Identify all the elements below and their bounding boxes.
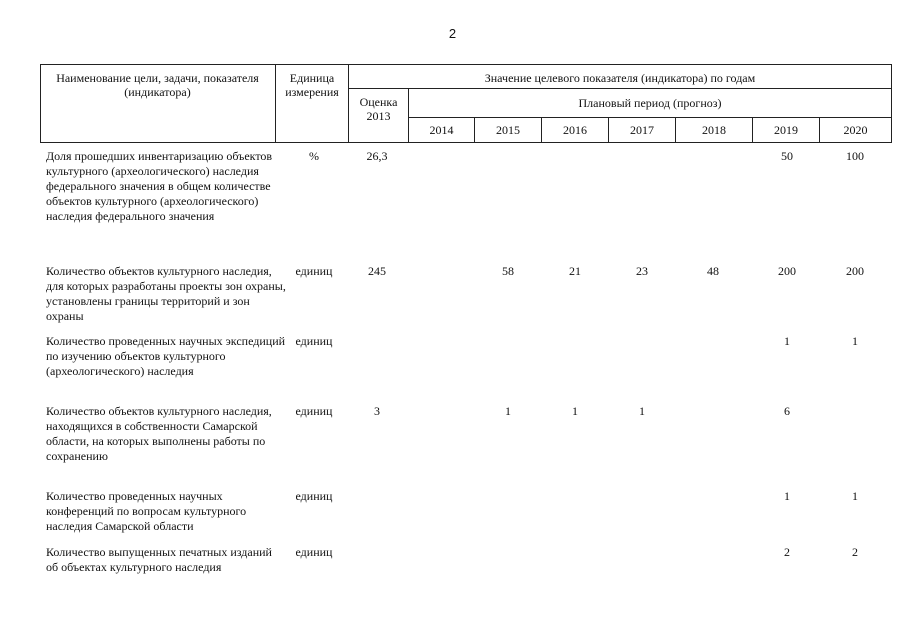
header-year: 2018 [702, 123, 726, 137]
indicator-unit: единиц [295, 334, 333, 348]
value-2019: 200 [778, 264, 796, 278]
header-year: 2014 [429, 123, 454, 137]
value-2019: 2 [784, 545, 790, 559]
header-divider [408, 117, 892, 118]
value-2016: 1 [572, 404, 578, 418]
page-number: 2 [448, 26, 457, 41]
header-year: 2015 [496, 123, 520, 137]
indicator-name: Количество проведенных научных экспедиций по изучению объектов культурного (археологического) наследия [46, 334, 286, 378]
indicator-name: Количество объектов культурного наследия, находящихся в собственности Самарской области, на которых выполнены работы по сохранению [46, 404, 272, 463]
value-2015: 1 [505, 404, 511, 418]
header-year: 2016 [563, 123, 587, 137]
header-unit-column: Единица измерения [285, 71, 339, 99]
header-divider [275, 64, 276, 143]
value-2020: 200 [846, 264, 864, 278]
header-year: 2020 [843, 123, 868, 137]
header-value-group: Значение целевого показателя (индикатора) по годам [484, 71, 756, 85]
value-2017: 23 [636, 264, 648, 278]
header-year: 2017 [630, 123, 654, 137]
value-2020: 1 [852, 489, 858, 503]
header-plan-group: Плановый период (прогноз) [578, 96, 722, 110]
indicator-unit: единиц [295, 264, 333, 278]
value-2018: 48 [707, 264, 719, 278]
header-divider [348, 64, 349, 143]
value-2019: 6 [784, 404, 790, 418]
value-2019: 1 [784, 489, 790, 503]
indicator-unit: единиц [295, 545, 333, 559]
value-2017: 1 [639, 404, 645, 418]
header-divider [348, 88, 892, 89]
value-2020: 100 [846, 149, 864, 163]
value-2013: 245 [368, 264, 386, 278]
indicator-unit: единиц [295, 489, 333, 503]
value-2020: 1 [852, 334, 858, 348]
indicator-name: Доля прошедших инвентаризацию объектов культурного (археологического) наследия федерального значения в общем количестве объектов культурного (археологического) наследия федерального значения [46, 149, 273, 223]
indicator-unit: единиц [295, 404, 333, 418]
indicator-name: Количество проведенных научных конференций по вопросам культурного наследия Самарской области [46, 489, 247, 533]
value-2016: 21 [569, 264, 581, 278]
value-2013: 3 [374, 404, 380, 418]
header-year: 2019 [774, 123, 798, 137]
value-2019: 1 [784, 334, 790, 348]
indicator-name: Количество объектов культурного наследия, для которых разработаны проекты зон охраны, установлены границы территорий и зон охраны [46, 264, 286, 323]
value-2015: 58 [502, 264, 514, 278]
header-name-column: Наименование цели, задачи, показателя (индикатора) [56, 71, 259, 99]
value-2019: 50 [781, 149, 793, 163]
value-2013: 26,3 [366, 149, 388, 163]
indicator-unit: % [309, 149, 319, 163]
indicator-name: Количество выпущенных печатных изданий об объектах культурного наследия [46, 545, 272, 574]
header-estimate-2013: Оценка 2013 [359, 95, 398, 123]
value-2020: 2 [852, 545, 858, 559]
